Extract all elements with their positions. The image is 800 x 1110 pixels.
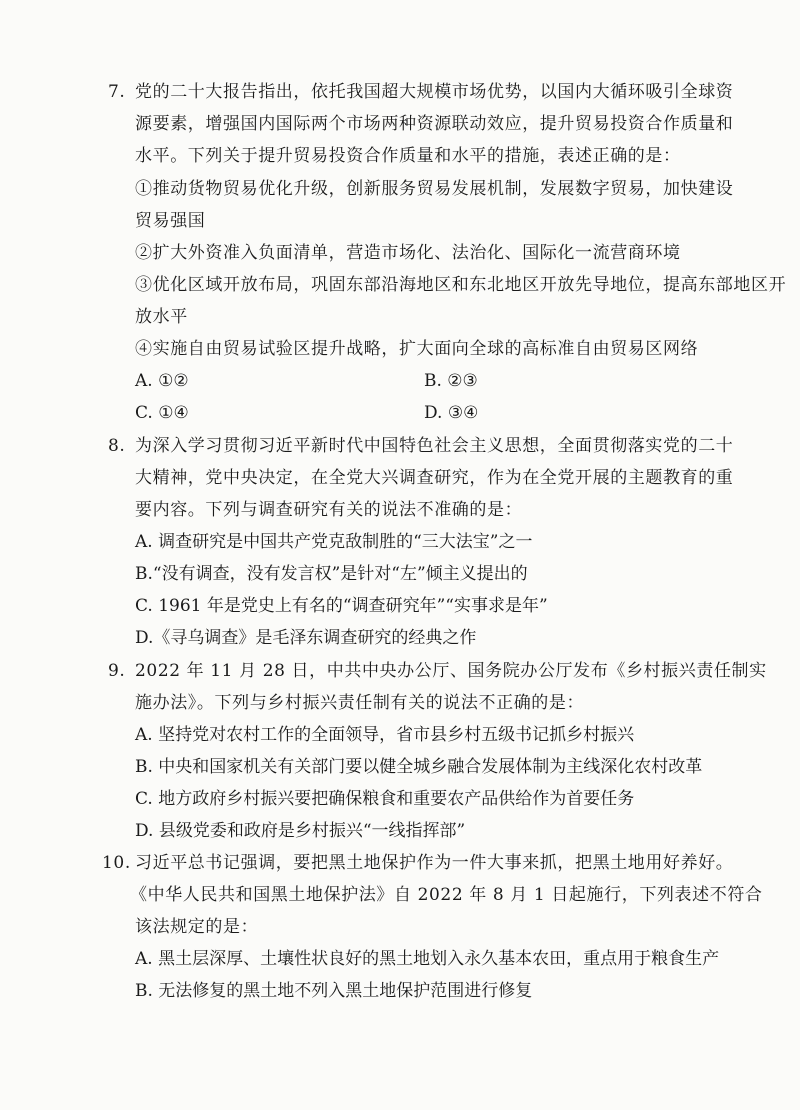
question-number: 9. bbox=[108, 661, 126, 681]
statement-item: ②扩大外资准入负面清单，营造市场化、法治化、国际化一流营商环境 bbox=[135, 243, 681, 263]
answer-option: C. ①④ bbox=[135, 403, 189, 423]
answer-option: B. 中央和国家机关有关部门要以健全城乡融合发展体制为主线深化农村改革 bbox=[135, 757, 703, 777]
answer-option: A. 调查研究是中国共产党克敌制胜的“三大法宝”之一 bbox=[135, 532, 533, 552]
statement-item: 放水平 bbox=[135, 307, 188, 327]
answer-option: D.《寻乌调查》是毛泽东调查研究的经典之作 bbox=[135, 628, 477, 648]
answer-option: D. 县级党委和政府是乡村振兴“一线指挥部” bbox=[135, 821, 466, 841]
question-stem-line: 该法规定的是： bbox=[135, 917, 259, 937]
answer-option: C. 1961 年是党史上有名的“调查研究年”“实事求是年” bbox=[135, 596, 548, 616]
question-number: 8. bbox=[108, 436, 126, 456]
question-stem-line: 2022 年 11 月 28 日，中共中央办公厅、国务院办公厅发布《乡村振兴责任制实 bbox=[135, 661, 767, 681]
answer-option: C. 地方政府乡村振兴要把确保粮食和重要农产品供给作为首要任务 bbox=[135, 789, 635, 809]
answer-option: A. 坚持党对农村工作的全面领导，省市县乡村五级书记抓乡村振兴 bbox=[135, 725, 635, 745]
statement-item: ③优化区域开放布局，巩固东部沿海地区和东北地区开放先导地位，提高东部地区开 bbox=[135, 275, 787, 295]
question-stem-line: 党的二十大报告指出，依托我国超大规模市场优势，以国内大循环吸引全球资 bbox=[135, 82, 734, 102]
statement-item: ④实施自由贸易试验区提升战略，扩大面向全球的高标准自由贸易区网络 bbox=[135, 339, 699, 359]
answer-option: A. ①② bbox=[135, 371, 189, 391]
question-stem-line: 为深入学习贯彻习近平新时代中国特色社会主义思想，全面贯彻落实党的二十 bbox=[135, 436, 734, 456]
answer-option: B. 无法修复的黑土地不列入黑土地保护范围进行修复 bbox=[135, 981, 533, 1001]
question-number: 10. bbox=[102, 853, 131, 873]
question-stem-line: 大精神，党中央决定，在全党大兴调查研究，作为在全党开展的主题教育的重 bbox=[135, 468, 734, 488]
question-stem-line: 《中华人民共和国黑土地保护法》自 2022 年 8 月 1 日起施行，下列表述不符合 bbox=[130, 885, 763, 905]
statement-item: ①推动货物贸易优化升级，创新服务贸易发展机制，发展数字贸易，加快建设 bbox=[135, 179, 734, 199]
answer-option: B.“没有调查，没有发言权”是针对“左”倾主义提出的 bbox=[135, 564, 528, 584]
question-stem-line: 源要素，增强国内国际两个市场两种资源联动效应，提升贸易投资合作质量和 bbox=[135, 114, 734, 134]
question-stem-line: 水平。下列关于提升贸易投资合作质量和水平的措施，表述正确的是： bbox=[135, 146, 681, 166]
question-stem-line: 习近平总书记强调，要把黑土地保护作为一件大事来抓，把黑土地用好养好。 bbox=[135, 853, 734, 873]
answer-option: B. ②③ bbox=[424, 371, 478, 391]
statement-item: 贸易强国 bbox=[135, 211, 206, 231]
question-number: 7. bbox=[108, 82, 126, 102]
answer-option: D. ③④ bbox=[424, 403, 479, 423]
question-stem-line: 施办法》。下列与乡村振兴责任制有关的说法不正确的是： bbox=[135, 693, 585, 713]
question-stem-line: 要内容。下列与调查研究有关的说法不准确的是： bbox=[135, 500, 523, 520]
answer-option: A. 黑土层深厚、土壤性状良好的黑土地划入永久基本农田，重点用于粮食生产 bbox=[135, 949, 720, 969]
